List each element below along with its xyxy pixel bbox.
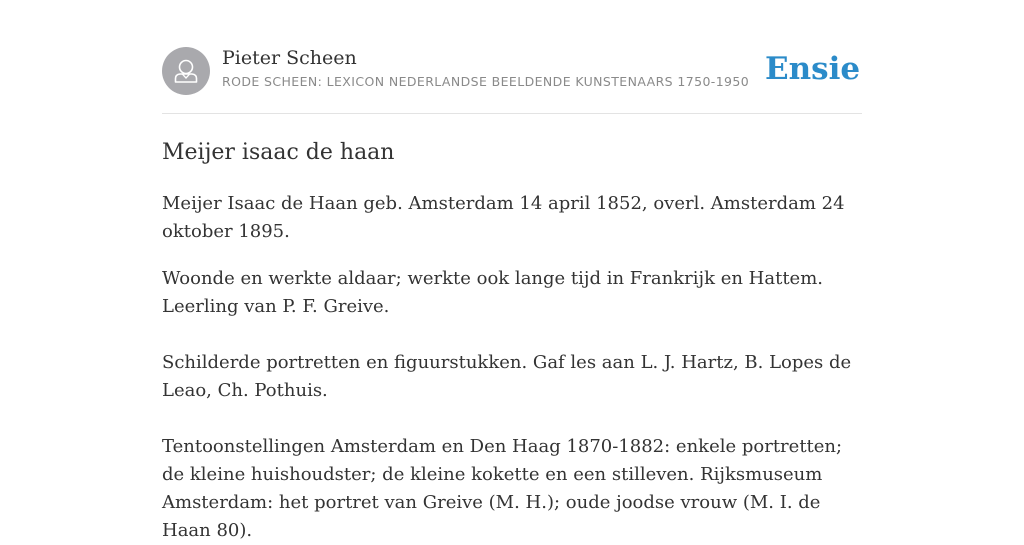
paragraph: Tentoonstellingen Amsterdam en Den Haag 1870-1882: enkele portretten; de kleine huishoudster; de kleine kokette en een stilleven. Rijksmuseum Amsterdam: het portret van Greive (M. H.); oude joodse vrouw (M. I. de Haan 80).	[162, 436, 843, 541]
paragraph: Woonde en werkte aldaar; werkte ook lange tijd in Frankrijk en Hattem. Leerling van P. F. Greive.	[162, 268, 823, 317]
ensie-logo[interactable]: Ensie	[765, 51, 861, 87]
author-name[interactable]: Pieter Scheen	[222, 47, 357, 69]
article-header	[162, 46, 862, 96]
paragraph: Schilderde portretten en figuurstukken. Gaf les aan L. J. Hartz, B. Lopes de Leao, Ch. Pothuis.	[162, 352, 852, 401]
user-icon	[162, 47, 210, 95]
source-name[interactable]: RODE SCHEEN: LEXICON NEDERLANDSE BEELDENDE KUNSTENAARS 1750-1950	[222, 74, 750, 89]
paragraph: Meijer Isaac de Haan geb. Amsterdam 14 april 1852, overl. Amsterdam 24 oktober 1895.	[162, 193, 845, 242]
header-divider	[162, 113, 862, 114]
article-body	[162, 190, 867, 545]
article-title: Meijer isaac de haan	[162, 140, 395, 165]
author-avatar[interactable]	[162, 47, 210, 95]
